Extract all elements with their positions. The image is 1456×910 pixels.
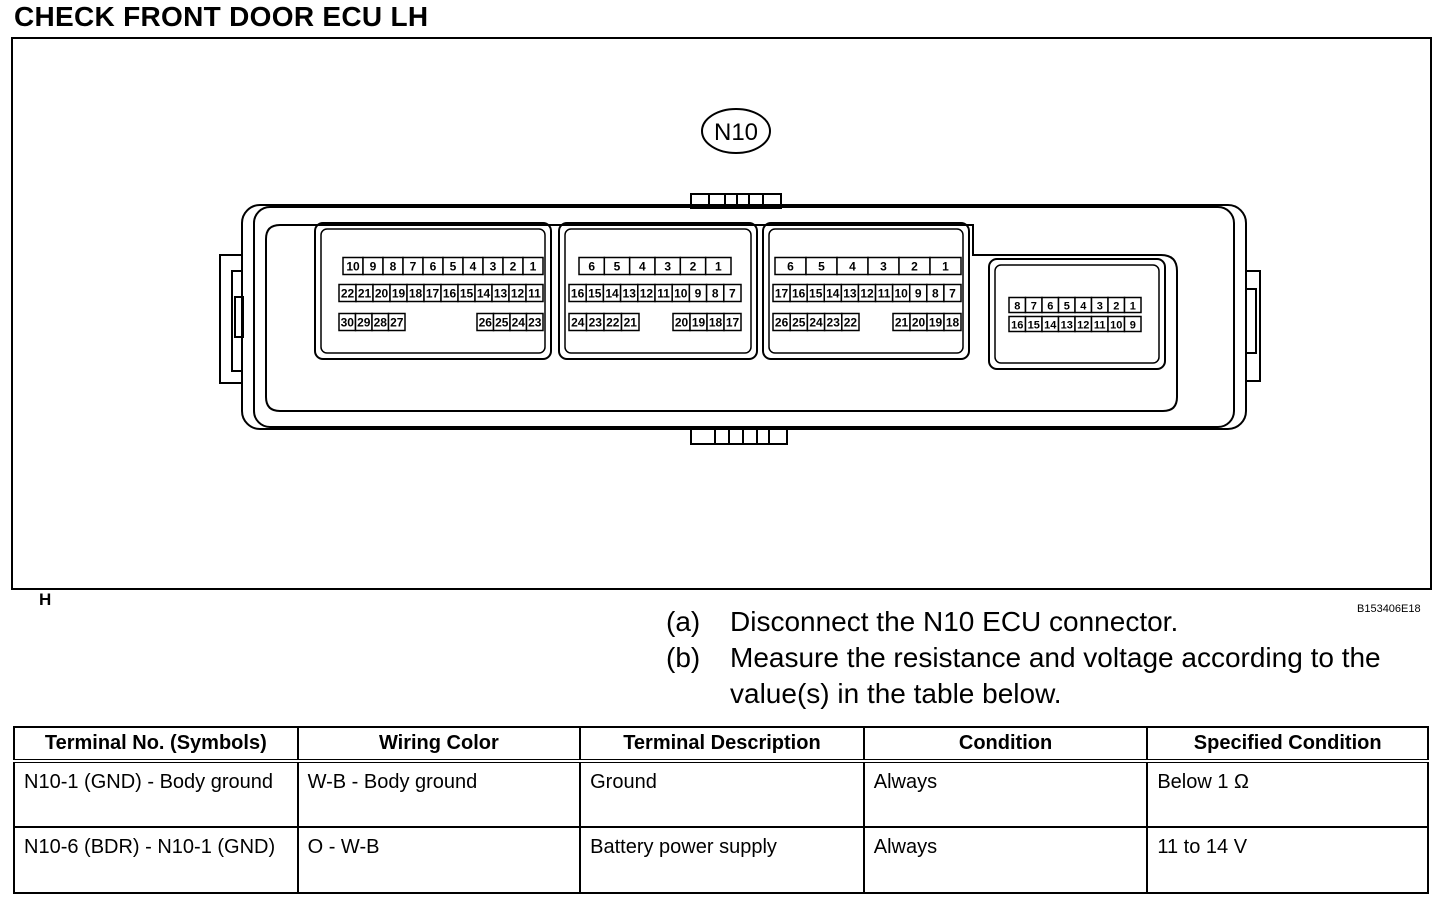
terminal-number: 6 <box>588 259 596 274</box>
terminal-number: 25 <box>792 315 806 330</box>
terminal-number: 17 <box>425 286 440 301</box>
terminal-number: 11 <box>877 286 891 301</box>
step-label: (b) <box>666 642 701 673</box>
terminal-number: 15 <box>459 286 474 301</box>
terminal-number: 10 <box>674 286 688 301</box>
cell-wiring-color: O - W-B <box>298 827 581 893</box>
terminal-number: 9 <box>369 259 377 274</box>
terminal-block <box>989 259 1165 369</box>
terminal-number: 1 <box>942 259 949 274</box>
step-text: Disconnect the N10 ECU connector. <box>730 606 1179 637</box>
terminal-number: 6 <box>787 259 794 274</box>
terminal-number: 10 <box>1110 319 1123 332</box>
terminal-number: 15 <box>1027 319 1040 332</box>
terminal-number: 3 <box>1096 300 1103 313</box>
header-wiring-color: Wiring Color <box>298 727 581 761</box>
terminal-number: 24 <box>809 315 823 330</box>
terminal-number: 12 <box>510 286 525 301</box>
terminal-number: 7 <box>949 286 956 301</box>
cell-wiring-color: W-B - Body ground <box>298 761 581 827</box>
terminal-number: 9 <box>694 286 702 301</box>
terminal-number: 22 <box>340 286 355 301</box>
terminal-number: 17 <box>725 315 740 330</box>
terminal-number: 14 <box>826 286 840 301</box>
header-condition: Condition <box>864 727 1148 761</box>
connector-label: N10 <box>713 119 759 146</box>
terminal-number: 1 <box>529 259 537 274</box>
terminal-number: 8 <box>389 259 397 274</box>
terminal-number: 26 <box>478 315 492 330</box>
cell-terminal-description: Battery power supply <box>580 827 864 893</box>
terminal-number: 3 <box>880 259 887 274</box>
terminal-number: 5 <box>613 259 621 274</box>
terminal-number: 6 <box>429 259 437 274</box>
terminal-number: 29 <box>357 315 371 330</box>
terminal-number: 23 <box>528 315 542 330</box>
terminal-number: 20 <box>674 315 689 330</box>
terminal-number: 18 <box>945 315 960 330</box>
connector-figure <box>11 37 1432 615</box>
terminal-number: 19 <box>928 315 943 330</box>
terminal-number: 2 <box>1113 300 1120 313</box>
terminal-number: 14 <box>476 286 491 301</box>
figure-corner-label: H <box>39 590 52 609</box>
terminal-number: 12 <box>1077 319 1090 332</box>
terminal-block-outline <box>989 259 1165 369</box>
terminal-number: 15 <box>809 286 823 301</box>
terminal-number: 2 <box>911 259 918 274</box>
terminal-number: 10 <box>894 286 908 301</box>
cell-terminal-description: Ground <box>580 761 864 827</box>
terminal-number: 5 <box>449 259 457 274</box>
header-specified-condition: Specified Condition <box>1147 727 1428 761</box>
terminal-number: 9 <box>1129 319 1136 332</box>
figure-image-code: B153406E18 <box>1357 603 1421 615</box>
terminal-number: 22 <box>606 315 620 330</box>
cell-condition: Always <box>864 827 1148 893</box>
table-row <box>14 827 1428 893</box>
terminal-number: 21 <box>357 286 372 301</box>
step-text: Measure the resistance and voltage according to the value(s) in the table below. <box>730 642 1381 709</box>
instruction-steps <box>666 604 1410 712</box>
terminal-number: 21 <box>894 315 909 330</box>
terminal-number: 3 <box>664 259 672 274</box>
terminal-number: 2 <box>509 259 517 274</box>
terminal-number: 23 <box>826 315 840 330</box>
terminal-number: 28 <box>373 315 387 330</box>
terminal-number: 13 <box>493 286 508 301</box>
terminal-number: 18 <box>708 315 723 330</box>
terminal-number: 6 <box>1047 300 1054 313</box>
terminal-number: 2 <box>689 259 697 274</box>
terminal-number: 13 <box>843 286 857 301</box>
step-b <box>666 640 1410 712</box>
terminal-number: 13 <box>622 286 636 301</box>
terminal-number: 21 <box>623 315 637 330</box>
terminal-number: 15 <box>588 286 602 301</box>
terminal-number: 9 <box>914 286 922 301</box>
terminal-number: 20 <box>374 286 389 301</box>
terminal-number: 13 <box>1060 319 1073 332</box>
cell-specified-condition: 11 to 14 V <box>1147 827 1428 893</box>
terminal-number: 14 <box>1044 319 1057 332</box>
terminal-number: 12 <box>860 286 874 301</box>
terminal-number: 8 <box>711 286 719 301</box>
cell-terminal: N10-6 (BDR) - N10-1 (GND) <box>14 827 298 893</box>
terminal-number: 20 <box>911 315 926 330</box>
terminal-number: 23 <box>588 315 602 330</box>
terminal-block <box>559 223 757 359</box>
table-header-row <box>14 727 1428 761</box>
terminal-number: 18 <box>408 286 423 301</box>
terminal-number: 27 <box>390 315 404 330</box>
terminal-number: 11 <box>1093 319 1106 332</box>
terminal-number: 10 <box>346 259 360 274</box>
terminal-number: 25 <box>495 315 509 330</box>
header-terminal-description: Terminal Description <box>580 727 864 761</box>
terminal-number: 4 <box>849 259 856 274</box>
terminal-number: 8 <box>932 286 939 301</box>
cell-condition: Always <box>864 761 1148 827</box>
terminal-number: 22 <box>843 315 858 330</box>
cell-terminal: N10-1 (GND) - Body ground <box>14 761 298 827</box>
terminal-block <box>763 223 969 359</box>
terminal-number: 16 <box>570 286 585 301</box>
terminal-number: 8 <box>1014 300 1021 313</box>
terminal-number: 17 <box>774 286 789 301</box>
terminal-number: 11 <box>528 286 541 301</box>
terminal-number: 16 <box>1011 319 1024 332</box>
header-terminal: Terminal No. (Symbols) <box>14 727 298 761</box>
terminal-number: 12 <box>639 286 654 301</box>
terminal-number: 19 <box>391 286 406 301</box>
step-a <box>666 604 1410 640</box>
inspection-table <box>13 726 1429 894</box>
terminal-number: 24 <box>571 315 585 330</box>
terminal-number: 11 <box>657 286 670 301</box>
cell-specified-condition: Below 1 Ω <box>1147 761 1428 827</box>
terminal-number: 16 <box>442 286 457 301</box>
terminal-number: 5 <box>1063 300 1070 313</box>
terminal-number: 16 <box>791 286 806 301</box>
terminal-number: 4 <box>1080 300 1087 313</box>
step-label: (a) <box>666 606 701 637</box>
ecu-connector-diagram <box>13 39 1430 588</box>
terminal-number: 30 <box>340 315 354 330</box>
terminal-number: 5 <box>818 259 825 274</box>
terminal-number: 1 <box>714 259 722 274</box>
terminal-number: 7 <box>409 259 417 274</box>
terminal-number: 14 <box>605 286 619 301</box>
terminal-number: 26 <box>774 315 789 330</box>
terminal-number: 3 <box>489 259 497 274</box>
page-title: CHECK FRONT DOOR ECU LH <box>14 1 429 32</box>
terminal-number: 4 <box>638 259 646 274</box>
terminal-block <box>315 223 551 359</box>
terminal-number: 24 <box>511 315 525 330</box>
bottom-lock-tab <box>691 428 787 444</box>
right-latch <box>1246 271 1260 381</box>
terminal-number: 1 <box>1129 300 1136 313</box>
terminal-number: 19 <box>691 315 706 330</box>
terminal-number: 7 <box>1030 300 1037 313</box>
terminal-number: 4 <box>469 259 477 274</box>
terminal-number: 7 <box>729 286 736 301</box>
table-row <box>14 761 1428 827</box>
